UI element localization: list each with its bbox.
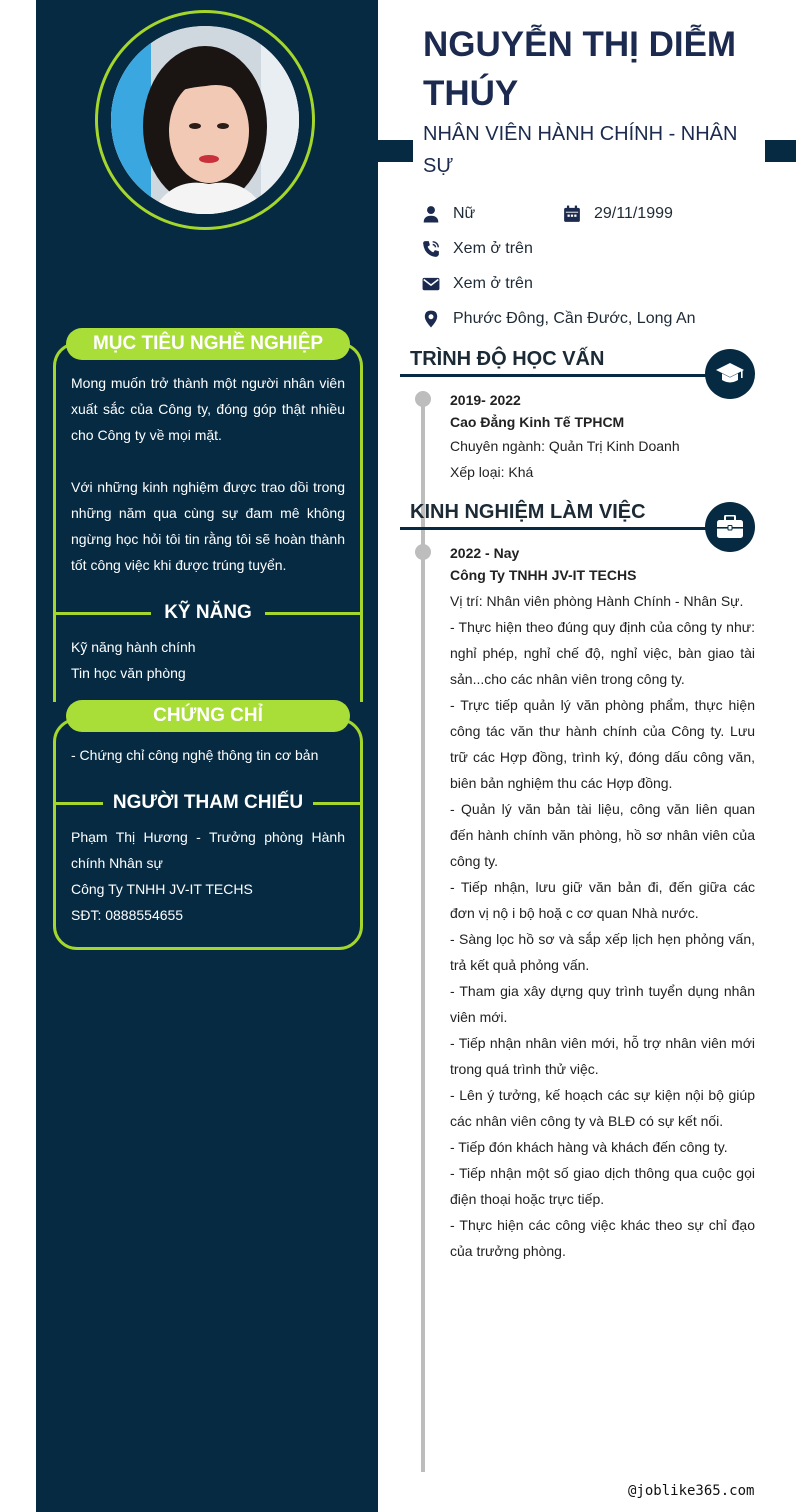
name-line-2: THÚY <box>423 74 519 113</box>
skills-heading <box>56 601 360 625</box>
avatar-ring <box>95 10 315 230</box>
reference-phone: SĐT: 0888554655 <box>71 907 184 923</box>
experience-duty: - Tiếp nhận một số giao dịch thông qua cuộc gọi điện thoại hoặc trực tiếp. <box>450 1165 755 1207</box>
education-grade: Xếp loại: Khá <box>450 464 534 480</box>
experience-position: Vị trí: Nhân viên phòng Hành Chính - Nhân Sự. <box>450 593 744 609</box>
experience-heading: KINH NGHIỆM LÀM VIỆC <box>410 501 646 523</box>
candidate-name <box>423 20 763 118</box>
education-heading-rule <box>400 374 720 377</box>
email-value: Xem ở trên <box>453 275 533 292</box>
email-row <box>422 272 533 296</box>
accent-bar-left <box>378 140 413 162</box>
phone-icon <box>422 240 440 258</box>
calendar-icon <box>563 205 581 223</box>
gender-value: Nữ <box>453 205 476 222</box>
experience-company: Công Ty TNHH JV-IT TECHS <box>450 567 637 583</box>
references-heading-text: NGƯỜI THAM CHIẾU <box>112 792 304 813</box>
education-heading: TRÌNH ĐỘ HỌC VẤN <box>410 348 605 370</box>
experience-duty: - Quản lý văn bản tài liệu, công văn liên quan đến hành chính văn phòng, hồ sơ nhân viên của công ty. <box>450 801 755 869</box>
graduation-cap-icon <box>715 361 745 387</box>
experience-duty: - Thực hiện theo đúng quy định của công ty như: nghỉ phép, nghỉ chế độ, nghỉ việc, bàn giao tài sản...cho các nhân viên trong công ty. <box>450 619 755 687</box>
briefcase-icon <box>716 515 744 539</box>
experience-duty: - Trực tiếp quản lý văn phòng phẩm, thực hiện công tác văn thư hành chính của Công ty. Lưu trữ các Hợp đồng, trình ký, đóng dấu công văn, biên bản nghiệm thu các Hợp đồng. <box>450 697 755 791</box>
phone-value: Xem ở trên <box>453 240 533 257</box>
phone-row <box>422 237 533 261</box>
experience-duty: - Lên ý tưởng, kế hoạch các sự kiện nội bộ giúp các nhân viên công ty và BLĐ có sự kết nối. <box>450 1087 755 1129</box>
watermark: @joblike365.com <box>628 1483 755 1499</box>
location-pin-icon <box>422 310 440 328</box>
experience-duty: - Tham gia xây dựng quy trình tuyển dụng nhân viên mới. <box>450 983 755 1025</box>
objective-heading: MỤC TIÊU NGHỀ NGHIỆP <box>66 328 350 360</box>
birthday-row <box>563 202 673 226</box>
skill-item: Tin học văn phòng <box>71 665 186 681</box>
references-heading <box>56 791 360 815</box>
user-icon <box>422 205 440 223</box>
job-title <box>423 118 753 182</box>
accent-bar-right <box>765 140 796 162</box>
certificates-heading: CHỨNG CHỈ <box>66 700 350 732</box>
skill-item: Kỹ năng hành chính <box>71 639 196 655</box>
job-title-line-2: SỰ <box>423 155 454 177</box>
education-major: Chuyên ngành: Quản Trị Kinh Doanh <box>450 438 680 454</box>
certificate-text: - Chứng chỉ công nghệ thông tin cơ bản <box>71 747 319 763</box>
experience-duty: - Tiếp đón khách hàng và khách đến công ty. <box>450 1139 728 1155</box>
envelope-icon <box>422 275 440 293</box>
education-school: Cao Đẳng Kinh Tế TPHCM <box>450 414 625 430</box>
timeline-dot <box>415 391 431 407</box>
name-line-1: NGUYỄN THỊ DIỄM <box>423 25 737 64</box>
experience-heading-rule <box>400 527 720 530</box>
objective-text-1: Mong muốn trở thành một người nhân viên xuất sắc của Công ty, đóng góp thật nhiều cho Công ty về mọi mặt. <box>71 375 345 443</box>
experience-duty: - Thực hiện các công việc khác theo sự chỉ đạo của trưởng phòng. <box>450 1217 755 1259</box>
profile-photo <box>111 26 299 214</box>
address-value: Phước Đông, Cần Đước, Long An <box>453 310 696 327</box>
experience-duty: - Tiếp nhận, lưu giữ văn bản đi, đến giữa các đơn vị nộ i bộ hoặ c cơ quan Nhà nước. <box>450 879 755 921</box>
skills-heading-text: KỸ NĂNG <box>164 602 252 623</box>
experience-duty: - Sàng lọc hồ sơ và sắp xếp lịch hẹn phỏng vấn, trả kết quả phỏng vấn. <box>450 931 755 973</box>
experience-duty: - Tiếp nhận nhân viên mới, hỗ trợ nhân viên mới trong quá trình thử việc. <box>450 1035 755 1077</box>
experience-period: 2022 - Nay <box>450 545 520 561</box>
timeline-dot <box>415 544 431 560</box>
reference-company: Công Ty TNHH JV-IT TECHS <box>71 881 253 897</box>
gender-row <box>422 202 475 226</box>
reference-person: Phạm Thị Hương - Trưởng phòng Hành chính Nhân sự <box>71 829 345 871</box>
job-title-line-1: NHÂN VIÊN HÀNH CHÍNH - NHÂN <box>423 123 738 145</box>
birthday-value: 29/11/1999 <box>594 205 673 222</box>
address-row <box>422 307 696 331</box>
education-entry <box>450 389 755 485</box>
education-period: 2019- 2022 <box>450 392 521 408</box>
objective-text-2: Với những kinh nghiệm được trao dồi trong những năm qua cùng sự đam mê không ngừng học hỏi tôi tin rằng tôi sẽ hoàn thành tốt công việc khi được trúng tuyển. <box>71 479 345 573</box>
avatar <box>111 26 299 214</box>
experience-entry <box>450 542 755 1264</box>
